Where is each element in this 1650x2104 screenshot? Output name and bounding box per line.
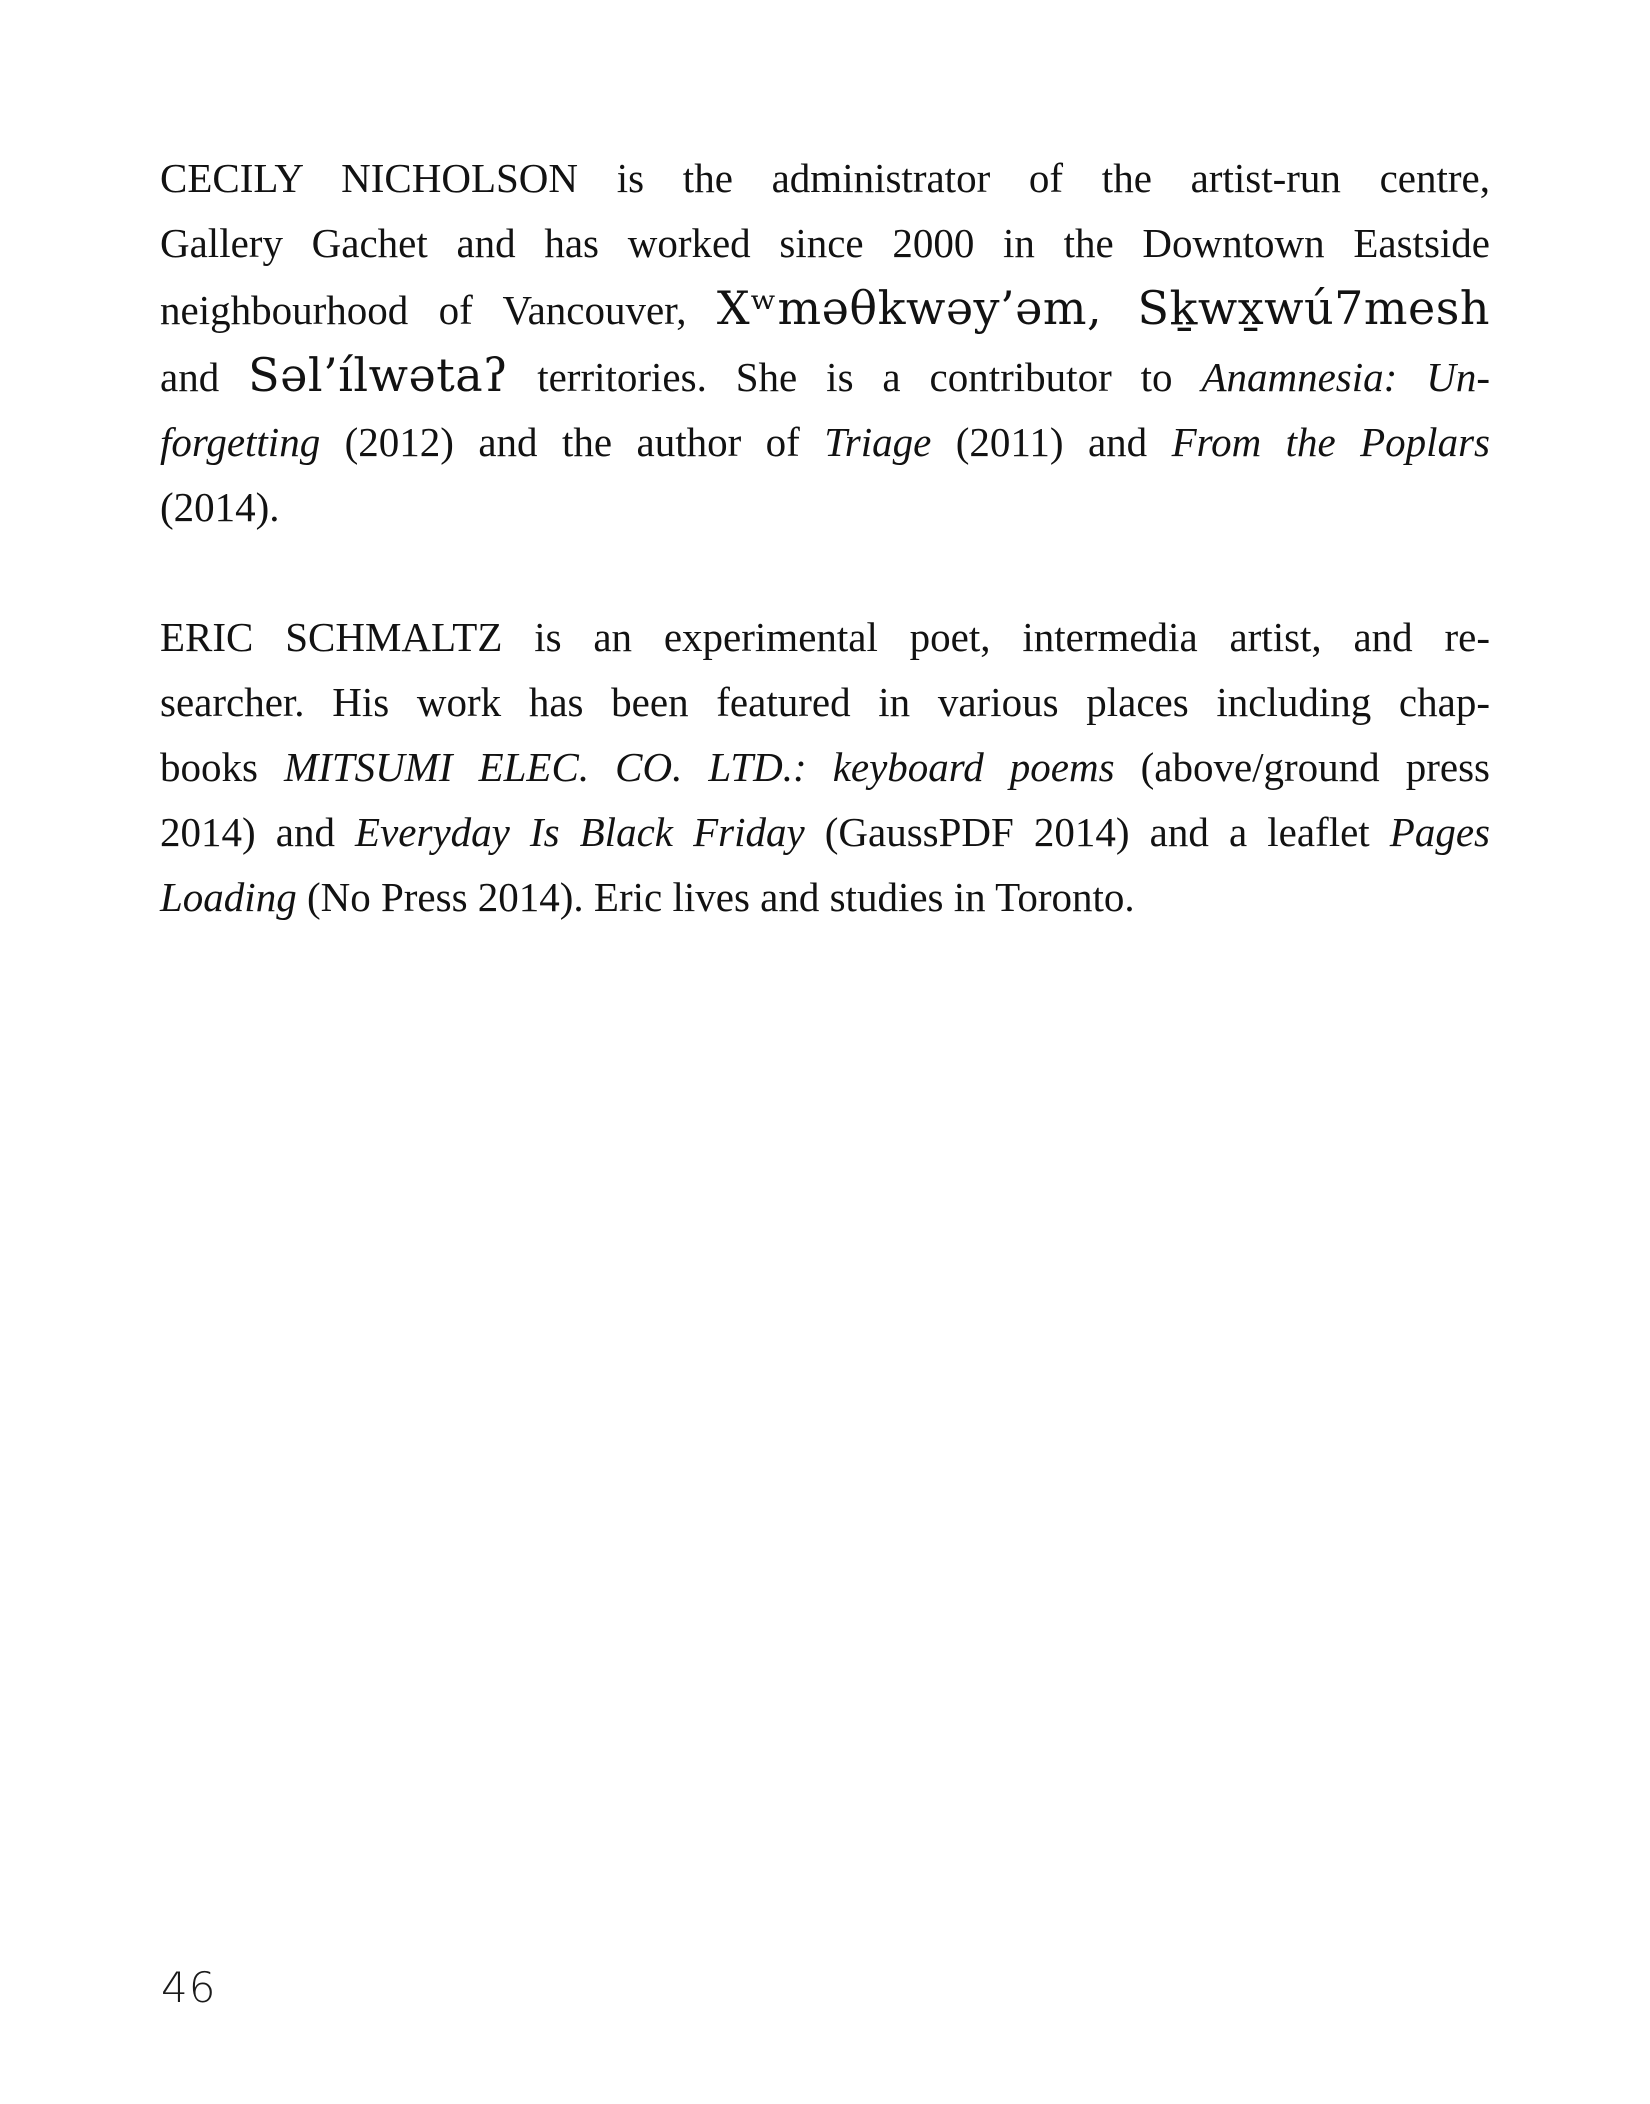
text-run: (2014). [160, 484, 280, 530]
text-line [160, 475, 1490, 540]
text-line [160, 605, 1490, 670]
text-line [160, 670, 1490, 735]
text-run: (GaussPDF 2014) and a leaflet [804, 809, 1390, 855]
text-run: ERIC SCHMALTZ is an experimental poet, intermedia artist, and re- [160, 614, 1490, 660]
text-run: Anamnesia: Un- [1201, 354, 1490, 400]
text-run: forgetting [160, 419, 321, 465]
text-run: Loading [160, 874, 297, 920]
text-run: Everyday Is Black Friday [355, 809, 805, 855]
text-run: neighbourhood of Vancouver, [160, 287, 717, 333]
text-line [160, 865, 1490, 930]
text-line [160, 343, 1490, 410]
text-run: CECILY NICHOLSON is the administrator of the artist-run centre, [160, 155, 1490, 201]
text-run: books [160, 744, 285, 790]
text-run: Gallery Gachet and has worked since 2000 in the Downtown Eastside [160, 220, 1490, 266]
text-line [160, 735, 1490, 800]
text-run: and [160, 354, 249, 400]
bio-cecily-nicholson [160, 146, 1490, 540]
text-run: (No Press 2014). Eric lives and studies in Toronto. [296, 874, 1135, 920]
text-line [160, 211, 1490, 276]
text-run: 2014) and [160, 809, 356, 855]
text-run: Triage [824, 419, 932, 465]
indigenous-language-text: Xʷməθkwəy’əm, Sḵwx̱wú7mesh [716, 281, 1490, 335]
text-line [160, 800, 1490, 865]
text-run: Pages [1389, 809, 1490, 855]
bio-paragraphs [160, 146, 1490, 995]
page-number: 46 [161, 1963, 217, 2012]
text-line [160, 146, 1490, 211]
text-run: territories. She is a contributor to [508, 354, 1202, 400]
text-run: From the Poplars [1171, 419, 1490, 465]
text-run: (2012) and the author of [320, 419, 825, 465]
text-run: searcher. His work has been featured in various places including chap- [160, 679, 1490, 725]
text-run: (2011) and [931, 419, 1172, 465]
bio-eric-schmaltz [160, 605, 1490, 930]
text-run: MITSUMI ELEC. CO. LTD.: keyboard poems [284, 744, 1115, 790]
indigenous-language-text: Səl’ílwətaʔ [248, 348, 509, 402]
text-line [160, 410, 1490, 475]
text-line [160, 276, 1490, 343]
text-run: (above/ground press [1114, 744, 1490, 790]
